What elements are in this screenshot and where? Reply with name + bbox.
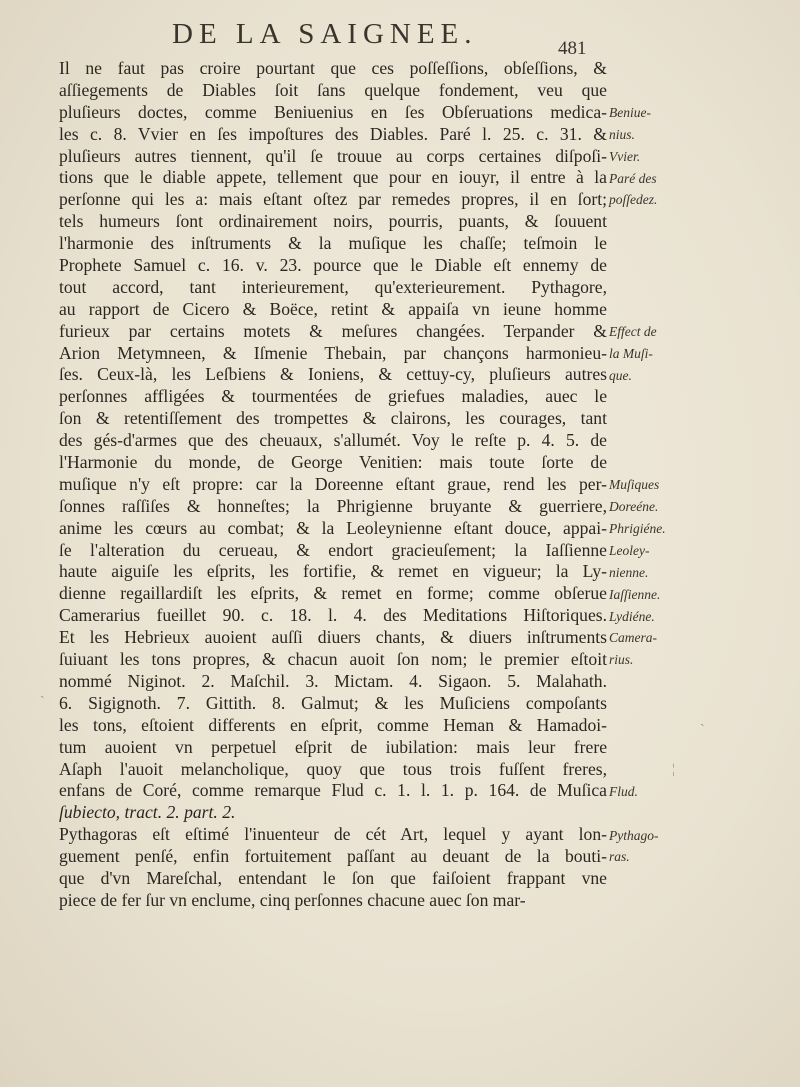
margin-note: Vvier. [609, 148, 641, 164]
ink-speck: ˏ [700, 712, 705, 727]
text-line: nommé Niginot. 2. Maſchil. 3. Mictam. 4. Sigaon. 5. Malahath. [59, 670, 607, 691]
text-line: perſonnes affligées & tourmentées de griefues maladies, auec le [59, 386, 607, 407]
text-line: tions que le diable appete, tellement que pour en iouyr, il entre à la [59, 167, 607, 188]
text-line: ſubiecto, tract. 2. part. 2. [59, 802, 236, 823]
text-line: piece de fer ſur vn enclume, cinq perſonnes chacune auec ſon mar- [59, 889, 526, 910]
margin-note: Beniue- [609, 104, 651, 120]
text-line: les c. 8. Vvier en ſes impoſtures des Diables. Paré l. 25. c. 31. & [59, 123, 607, 144]
text-line: Il ne faut pas croire pourtant que ces poſſeſſions, obſeſſions, & [59, 58, 607, 78]
text-line: ſe l'alteration du cerueau, & endort gracieuſement; la Iaſſienne [59, 539, 607, 560]
margin-note: Phrigiéne. [609, 520, 666, 536]
body-text [59, 58, 607, 912]
text-line: ſuiuant les tons propres, & chacun auoit ſon nom; le premier eſtoit [59, 649, 607, 670]
page-number: 481 [558, 38, 587, 59]
text-line: guement penſé, enfin fortuitement paſſant au deuant de la bouti- [59, 846, 607, 867]
text-line: dienne regaillardiſt les eſprits, & remet en forme; comme obſerue [59, 583, 607, 604]
text-line: tout accord, tant interieurement, qu'exterieurement. Pythagore, [59, 276, 607, 297]
margin-note: nius. [609, 126, 635, 142]
text-line: aſſiegements de Diables ſoit ſans quelque fondement, veu que [59, 79, 607, 100]
text-line: 6. Sigignoth. 7. Gittith. 8. Galmut; & les Muſiciens compoſants [59, 692, 607, 713]
text-line: tum auoient vn perpetuel eſprit de iubilation: mais leur frere [59, 736, 607, 757]
text-line: au rapport de Cicero & Boëce, retint & appaiſa vn ieune homme [59, 298, 607, 319]
margin-note: la Muſi- [609, 345, 653, 361]
running-title: DE LA SAIGNEE. [172, 18, 478, 50]
ink-speck: ˎ [40, 684, 45, 699]
text-line: furieux par certains motets & meſures changées. Terpander & [59, 320, 607, 341]
margin-note: Muſiques [609, 477, 660, 493]
text-line: Camerarius fueillet 90. c. 18. l. 4. des Meditations Hiſtoriques. [59, 605, 607, 626]
margin-note: Flud. [609, 783, 638, 799]
text-line: que d'vn Mareſchal, entendant le ſon que faiſoient frappant vne [59, 867, 607, 888]
text-line: ſes. Ceux-là, les Leſbiens & Ioniens, & cettuy-cy, pluſieurs autres [59, 364, 607, 385]
text-line: ſonnes raſſiſes & honneſtes; la Phrigienne bruyante & guerriere, [59, 495, 607, 516]
margin-note: nienne. [609, 564, 649, 580]
margin-note: ras. [609, 849, 630, 865]
text-line: Prophete Samuel c. 16. v. 23. pource que le Diable eſt ennemy de [59, 255, 607, 276]
text-line: ſon & retentiſſement des trompettes & clairons, les courages, tant [59, 408, 607, 429]
text-line: tels humeurs ſont ordinairement noirs, pourris, puants, & ſouuent [59, 211, 607, 232]
margin-note: Pythago- [609, 827, 659, 843]
margin-note: que. [609, 367, 632, 383]
ink-speck: ¦ [672, 762, 675, 777]
text-line: Aſaph l'auoit melancholique, quoy que tous trois fuſſent freres, [59, 758, 607, 779]
text-line: haute aiguiſe les eſprits, les fortifie, & remet en vigueur; la Ly- [59, 561, 607, 582]
text-line: Arion Metymneen, & Iſmenie Thebain, par chançons harmonieu- [59, 342, 607, 363]
text-line: muſique n'y eſt propre: car la Doreenne eſtant graue, rend les per- [59, 473, 607, 494]
text-line: l'harmonie des inſtruments & la muſique les chaſſe; teſmoin le [59, 233, 607, 254]
text-line: Pythagoras eſt eſtimé l'inuenteur de cét Art, lequel y ayant lon- [59, 824, 607, 845]
margin-note: rius. [609, 652, 634, 668]
text-line: pluſieurs doctes, comme Beniuenius en ſes Obſeruations medica- [59, 101, 607, 122]
text-line: perſonne qui les a: mais eſtant oſtez par remedes propres, il en ſort; [59, 189, 607, 210]
text-line: pluſieurs autres tiennent, qu'il ſe trouue au corps certaines diſpoſi- [59, 145, 607, 166]
margin-note: poſſedez. [609, 192, 658, 208]
text-line: des gés-d'armes que des cheuaux, s'allumét. Voy le reſte p. 4. 5. de [59, 430, 607, 451]
text-line: les tons, eſtoient differents en eſprit, comme Heman & Hamadoi- [59, 714, 607, 735]
margin-note: Paré des [609, 170, 657, 186]
margin-note: Camera- [609, 630, 657, 646]
margin-note: Doreéne. [609, 499, 659, 514]
margin-note: Leoley- [609, 542, 650, 558]
text-line: l'Harmonie du monde, de George Venitien: mais toute ſorte de [59, 452, 607, 473]
margin-note: Lydiéne. [609, 608, 655, 624]
text-line: enfans de Coré, comme remarque Flud c. 1. l. 1. p. 164. de Muſica [59, 780, 607, 801]
margin-note: Iaſſienne. [609, 586, 661, 602]
text-line: Et les Hebrieux auoient auſſi diuers chants, & diuers inſtruments [59, 627, 607, 648]
text-line: anime les cœurs au combat; & la Leoleynienne eſtant douce, appai- [59, 517, 607, 538]
margin-note: Effect de [609, 323, 657, 339]
